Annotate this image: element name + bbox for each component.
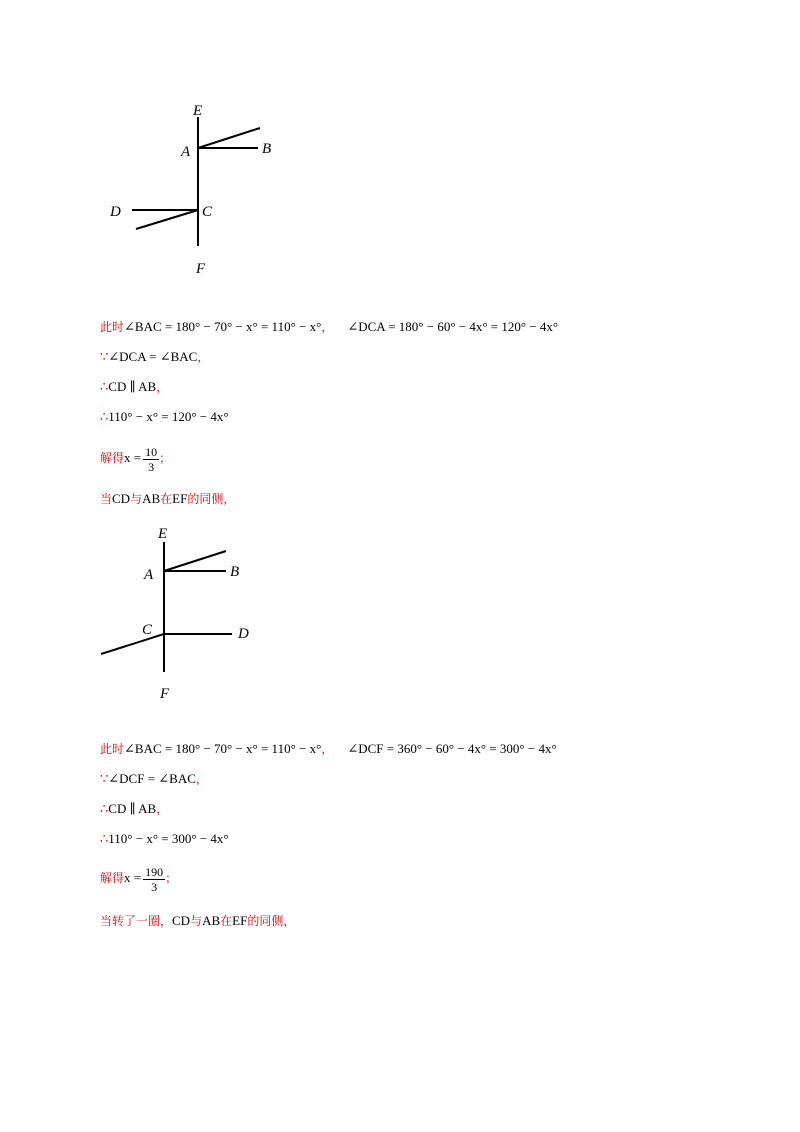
label-f: F [196, 261, 206, 277]
block1-line5 [100, 440, 171, 476]
block1-line4 [100, 408, 229, 427]
numerator: 190 [145, 864, 164, 879]
text: 与 [190, 914, 203, 928]
text: 与 [130, 492, 143, 506]
block2-line5 [100, 860, 177, 896]
line-ray-a [198, 128, 260, 148]
block2-line3 [100, 800, 168, 819]
equation-bac: ∠BAC = 180° − 70° − x° = 110° − x° [124, 319, 322, 334]
text: 在 [160, 492, 173, 506]
text: 当转了一圈， [100, 914, 173, 928]
figure-1 [100, 95, 300, 285]
block1-line6 [100, 490, 235, 508]
block2-line1 [100, 740, 557, 758]
punct: ； [159, 451, 172, 465]
label-a: A [144, 567, 154, 583]
label-b: B [262, 141, 272, 157]
label-a: A [181, 144, 191, 160]
text: 的同侧， [247, 914, 296, 928]
label-d: D [238, 626, 249, 642]
because-symbol: ∵ [100, 772, 109, 787]
equation: x = [124, 450, 142, 465]
equation: CD ∥ AB [108, 801, 157, 816]
block1-line3 [100, 378, 168, 397]
prefix: 解得 [100, 871, 125, 885]
separator: ， [321, 742, 334, 756]
denominator: 3 [148, 459, 155, 474]
segment-cd: CD [112, 491, 131, 506]
therefore-symbol: ∴ [100, 802, 109, 817]
label-c: C [202, 204, 213, 220]
label-d: D [110, 204, 121, 220]
segment-ab: AB [202, 913, 221, 928]
label-f: F [160, 686, 170, 702]
segment-ef: EF [232, 913, 248, 928]
block2-line6 [100, 912, 295, 930]
equation-dca: ∠DCA = 180° − 60° − 4x° = 120° − 4x° [347, 319, 559, 334]
figure-2 [100, 520, 300, 710]
segment-cd: CD [172, 913, 191, 928]
equation: ∠DCF = ∠BAC [108, 771, 196, 786]
punct: ； [165, 871, 178, 885]
fraction [143, 865, 165, 894]
segment-ef: EF [172, 491, 188, 506]
block1-line1 [100, 318, 558, 336]
equation-bac: ∠BAC = 180° − 70° − x° = 110° − x° [124, 741, 322, 756]
line-ray-c [136, 210, 198, 229]
label-e: E [158, 526, 168, 542]
equation-dcf: ∠DCF = 360° − 60° − 4x° = 300° − 4x° [347, 741, 557, 756]
equation: 110° − x° = 300° − 4x° [108, 831, 229, 846]
punct: ， [197, 350, 210, 364]
fraction [143, 445, 159, 474]
equation: ∠DCA = ∠BAC [108, 349, 198, 364]
punct: ， [156, 380, 169, 394]
figure-1-svg [100, 95, 300, 285]
text: 的同侧， [187, 492, 236, 506]
line-ray-a [164, 551, 226, 571]
figure-2-svg [100, 520, 300, 710]
block1-line2 [100, 348, 209, 367]
segment-ab: AB [142, 491, 161, 506]
prefix: 解得 [100, 451, 125, 465]
punct: ， [195, 772, 208, 786]
therefore-symbol: ∴ [100, 410, 109, 425]
equation: CD ∥ AB [108, 379, 157, 394]
therefore-symbol: ∴ [100, 832, 109, 847]
prefix: 此时 [100, 742, 125, 756]
equation: x = [124, 870, 142, 885]
separator: ， [321, 320, 334, 334]
label-b: B [230, 564, 240, 580]
equation: 110° − x° = 120° − 4x° [108, 409, 229, 424]
block2-line4 [100, 830, 229, 849]
prefix: 此时 [100, 320, 125, 334]
block2-line2 [100, 770, 208, 789]
denominator: 3 [151, 879, 158, 894]
line-ray-c [101, 634, 164, 654]
because-symbol: ∵ [100, 350, 109, 365]
text: 当 [100, 492, 113, 506]
numerator: 10 [145, 444, 158, 459]
label-c: C [142, 622, 153, 638]
text: 在 [220, 914, 233, 928]
punct: ， [156, 802, 169, 816]
therefore-symbol: ∴ [100, 380, 109, 395]
label-e: E [193, 103, 203, 119]
